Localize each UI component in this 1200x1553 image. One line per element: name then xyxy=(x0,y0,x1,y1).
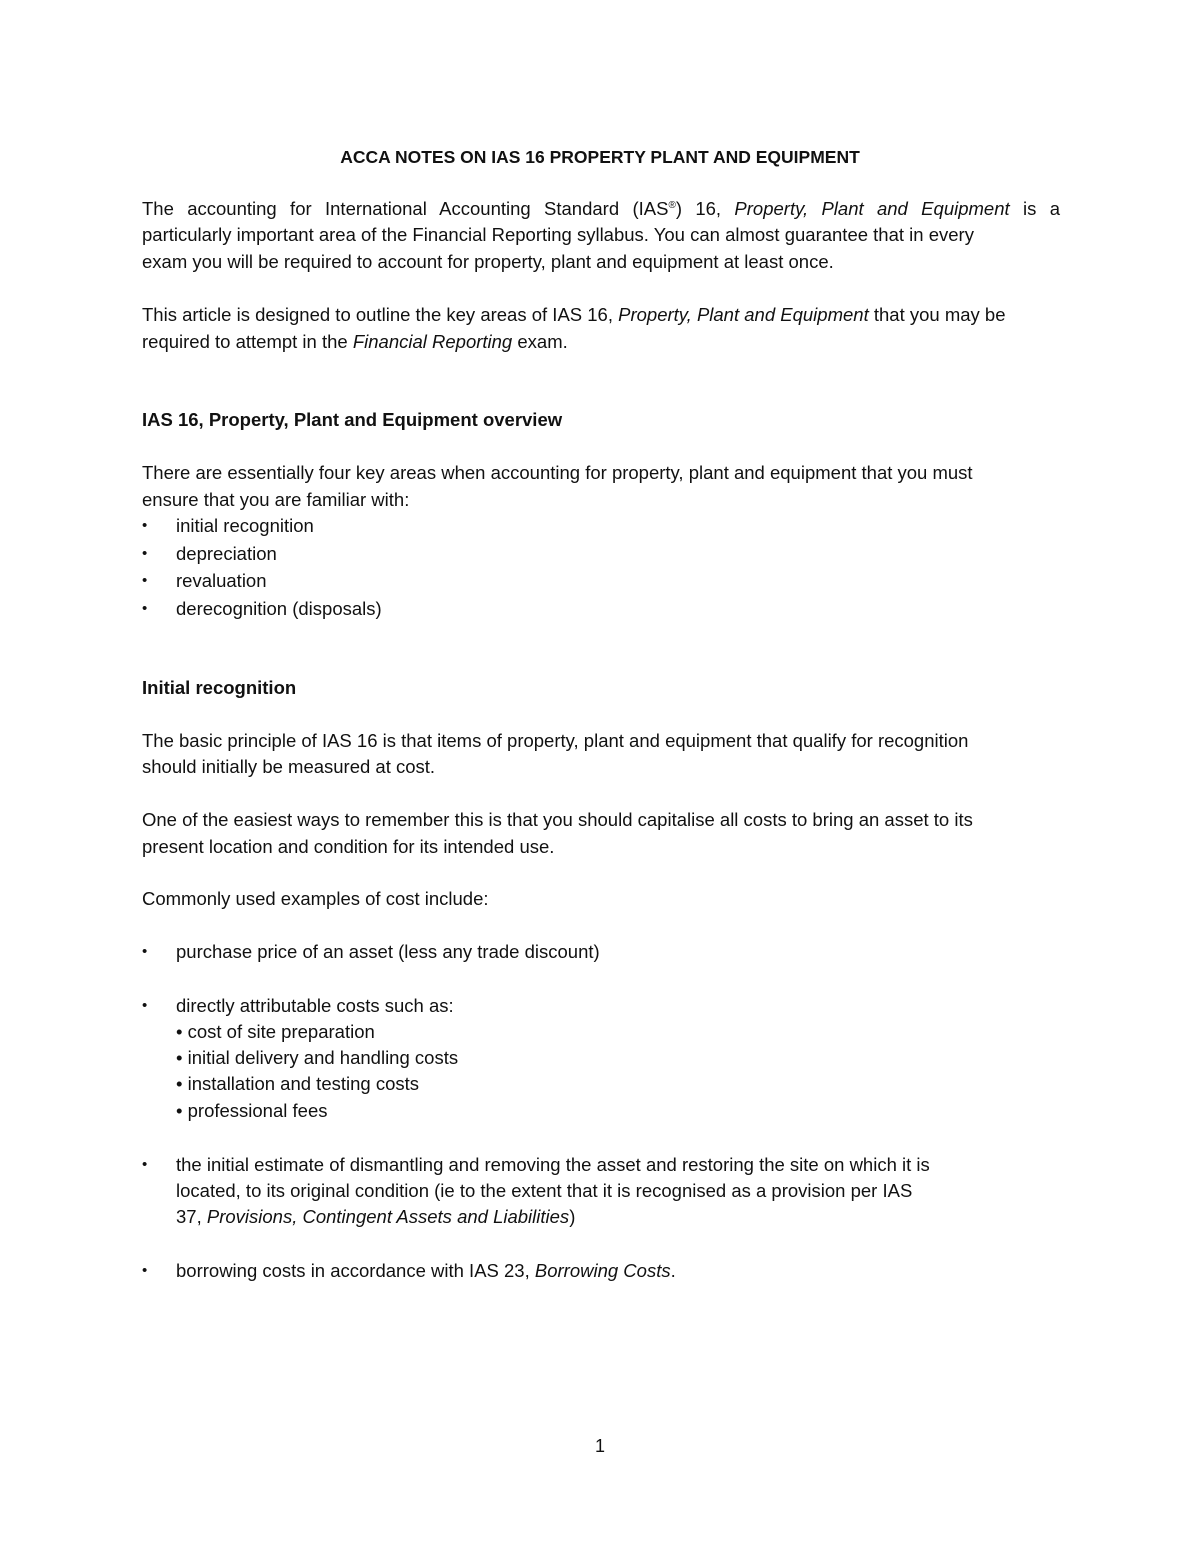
exam-name: Financial Reporting xyxy=(352,331,513,352)
sub-item: • professional fees xyxy=(176,1100,328,1121)
article-line-1 xyxy=(142,302,1006,328)
borrowing-text: borrowing costs in accordance with IAS 23, xyxy=(176,1260,530,1281)
dismantling-text: 37, xyxy=(176,1206,202,1227)
intro-text: ) 16, xyxy=(675,198,722,219)
initial-paragraph-1-line-1: The basic principle of IAS 16 is that items of property, plant and equipment that qualify for recognition xyxy=(142,730,969,751)
overview-paragraph-line-2: ensure that you are familiar with: xyxy=(142,489,410,510)
bullet-icon: • xyxy=(142,600,148,617)
registered-mark: ® xyxy=(668,199,676,211)
article-line-2 xyxy=(142,329,568,355)
dismantling-text: ) xyxy=(569,1206,576,1227)
intro-text: The accounting for International Accounting Standard (IAS xyxy=(142,198,669,219)
initial-paragraph-2-line-2: present location and condition for its intended use. xyxy=(142,836,555,857)
intro-line-2: particularly important area of the Financial Reporting syllabus. You can almost guarantee that in every xyxy=(142,224,974,245)
cost-item-dismantling-line-1: the initial estimate of dismantling and removing the asset and restoring the site on which it is xyxy=(176,1154,930,1175)
overview-list-item: revaluation xyxy=(176,570,267,591)
bullet-icon: • xyxy=(142,1156,148,1173)
overview-list-item: derecognition (disposals) xyxy=(176,598,382,619)
article-text: exam. xyxy=(517,331,568,352)
article-text: that you may be xyxy=(873,304,1006,325)
bullet-icon: • xyxy=(142,997,148,1014)
page-number: 1 xyxy=(594,1436,605,1456)
intro-text: is a xyxy=(1023,198,1060,219)
initial-paragraph-2-line-1: One of the easiest ways to remember this is that you should capitalise all costs to bring an asset to its xyxy=(142,809,973,830)
borrowing-text: . xyxy=(670,1260,676,1281)
intro-line-3: exam you will be required to account for property, plant and equipment at least once. xyxy=(142,251,834,272)
bullet-icon: • xyxy=(142,1262,148,1279)
cost-examples-intro: Commonly used examples of cost include: xyxy=(142,888,489,909)
initial-paragraph-1-line-2: should initially be measured at cost. xyxy=(142,756,436,777)
overview-list-item: depreciation xyxy=(176,543,277,564)
sub-item: • cost of site preparation xyxy=(176,1021,375,1042)
cost-item-dismantling-line-3 xyxy=(176,1204,575,1230)
initial-recognition-heading: Initial recognition xyxy=(142,677,297,698)
bullet-icon: • xyxy=(142,517,148,534)
overview-paragraph-line-1: There are essentially four key areas when accounting for property, plant and equipment that you must xyxy=(142,462,973,483)
sub-item: • installation and testing costs xyxy=(176,1073,420,1094)
intro-standard-name: Property, Plant and Equipment xyxy=(734,198,1010,219)
bullet-icon: • xyxy=(142,943,148,960)
overview-list-item: initial recognition xyxy=(176,515,314,536)
cost-item-purchase-price: purchase price of an asset (less any trade discount) xyxy=(176,941,600,962)
intro-line-1 xyxy=(142,196,1060,222)
article-standard-name: Property, Plant and Equipment xyxy=(618,304,869,325)
ias23-name: Borrowing Costs xyxy=(534,1260,671,1281)
bullet-icon: • xyxy=(142,545,148,562)
ias37-name: Provisions, Contingent Assets and Liabilities xyxy=(206,1206,570,1227)
overview-heading: IAS 16, Property, Plant and Equipment overview xyxy=(142,409,563,430)
article-text: required to attempt in the xyxy=(142,331,348,352)
article-text: This article is designed to outline the key areas of IAS 16, xyxy=(142,304,613,325)
document-title: ACCA NOTES ON IAS 16 PROPERTY PLANT AND EQUIPMENT xyxy=(340,147,860,167)
cost-item-dismantling-line-2: located, to its original condition (ie to the extent that it is recognised as a provision per IAS xyxy=(176,1180,913,1201)
bullet-icon: • xyxy=(142,572,148,589)
sub-item: • initial delivery and handling costs xyxy=(176,1047,459,1068)
cost-item-borrowing xyxy=(176,1258,676,1284)
cost-item-directly-attributable: directly attributable costs such as: xyxy=(176,995,454,1016)
